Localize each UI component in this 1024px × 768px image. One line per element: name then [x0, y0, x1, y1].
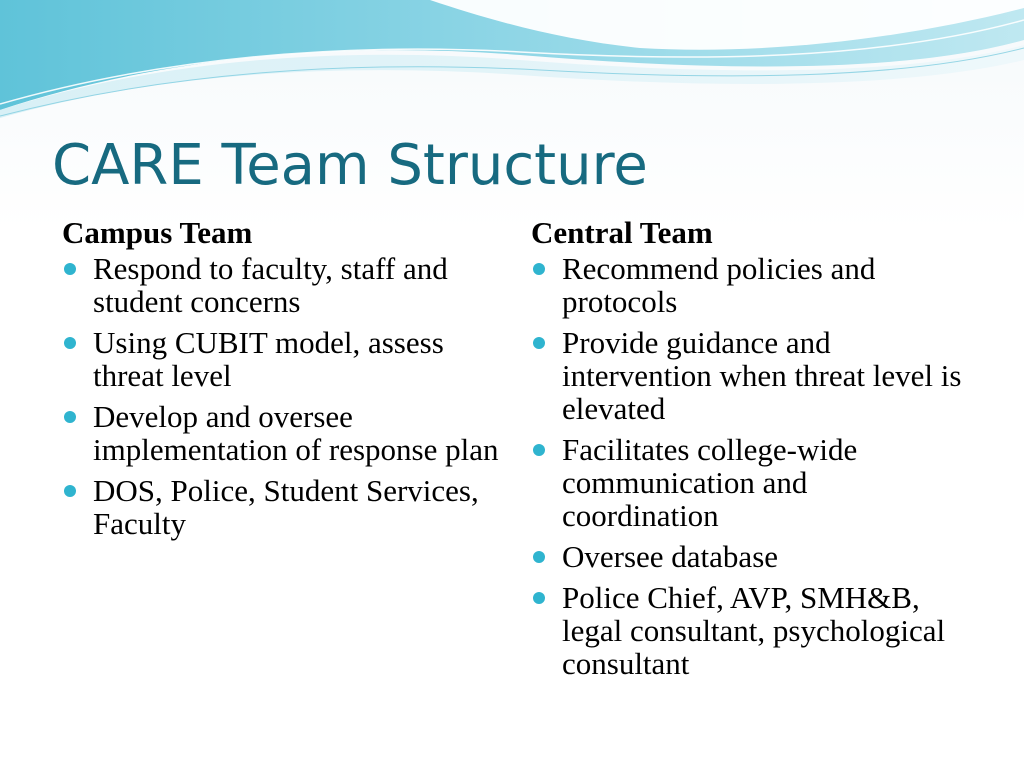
slide-title: CARE Team Structure [52, 133, 648, 198]
list-item-text: Police Chief, AVP, SMH&B, legal consultant, psychological consultant [562, 580, 946, 681]
campus-team-list [62, 252, 502, 540]
list-item [531, 433, 971, 532]
list-item [62, 400, 502, 466]
bullet-icon [533, 592, 545, 604]
bullet-icon [64, 337, 76, 349]
list-item [531, 540, 971, 573]
list-item-text: Respond to faculty, staff and student concerns [93, 251, 448, 319]
list-item-text: DOS, Police, Student Services, Faculty [93, 473, 479, 541]
list-item-text: Oversee database [562, 539, 779, 574]
bullet-icon [533, 337, 545, 349]
central-team-heading: Central Team [531, 215, 713, 250]
central-team-column [531, 212, 971, 688]
bullet-icon [64, 411, 76, 423]
list-item [62, 326, 502, 392]
list-item [62, 252, 502, 318]
list-item [531, 252, 971, 318]
list-item-text: Using CUBIT model, assess threat level [93, 325, 444, 393]
bullet-icon [64, 263, 76, 275]
bullet-icon [533, 444, 545, 456]
campus-team-column [62, 212, 502, 548]
central-team-list [531, 252, 971, 680]
list-item [62, 474, 502, 540]
list-item-text: Develop and oversee implementation of response plan [93, 399, 499, 467]
bullet-icon [64, 485, 76, 497]
list-item-text: Provide guidance and intervention when threat level is elevated [562, 325, 962, 426]
bullet-icon [533, 551, 545, 563]
list-item [531, 581, 971, 680]
campus-team-heading: Campus Team [62, 215, 253, 250]
list-item-text: Recommend policies and protocols [562, 251, 876, 319]
header-wave-decoration [0, 0, 1024, 130]
bullet-icon [533, 263, 545, 275]
list-item-text: Facilitates college-wide communication and coordination [562, 432, 858, 533]
list-item [531, 326, 971, 425]
